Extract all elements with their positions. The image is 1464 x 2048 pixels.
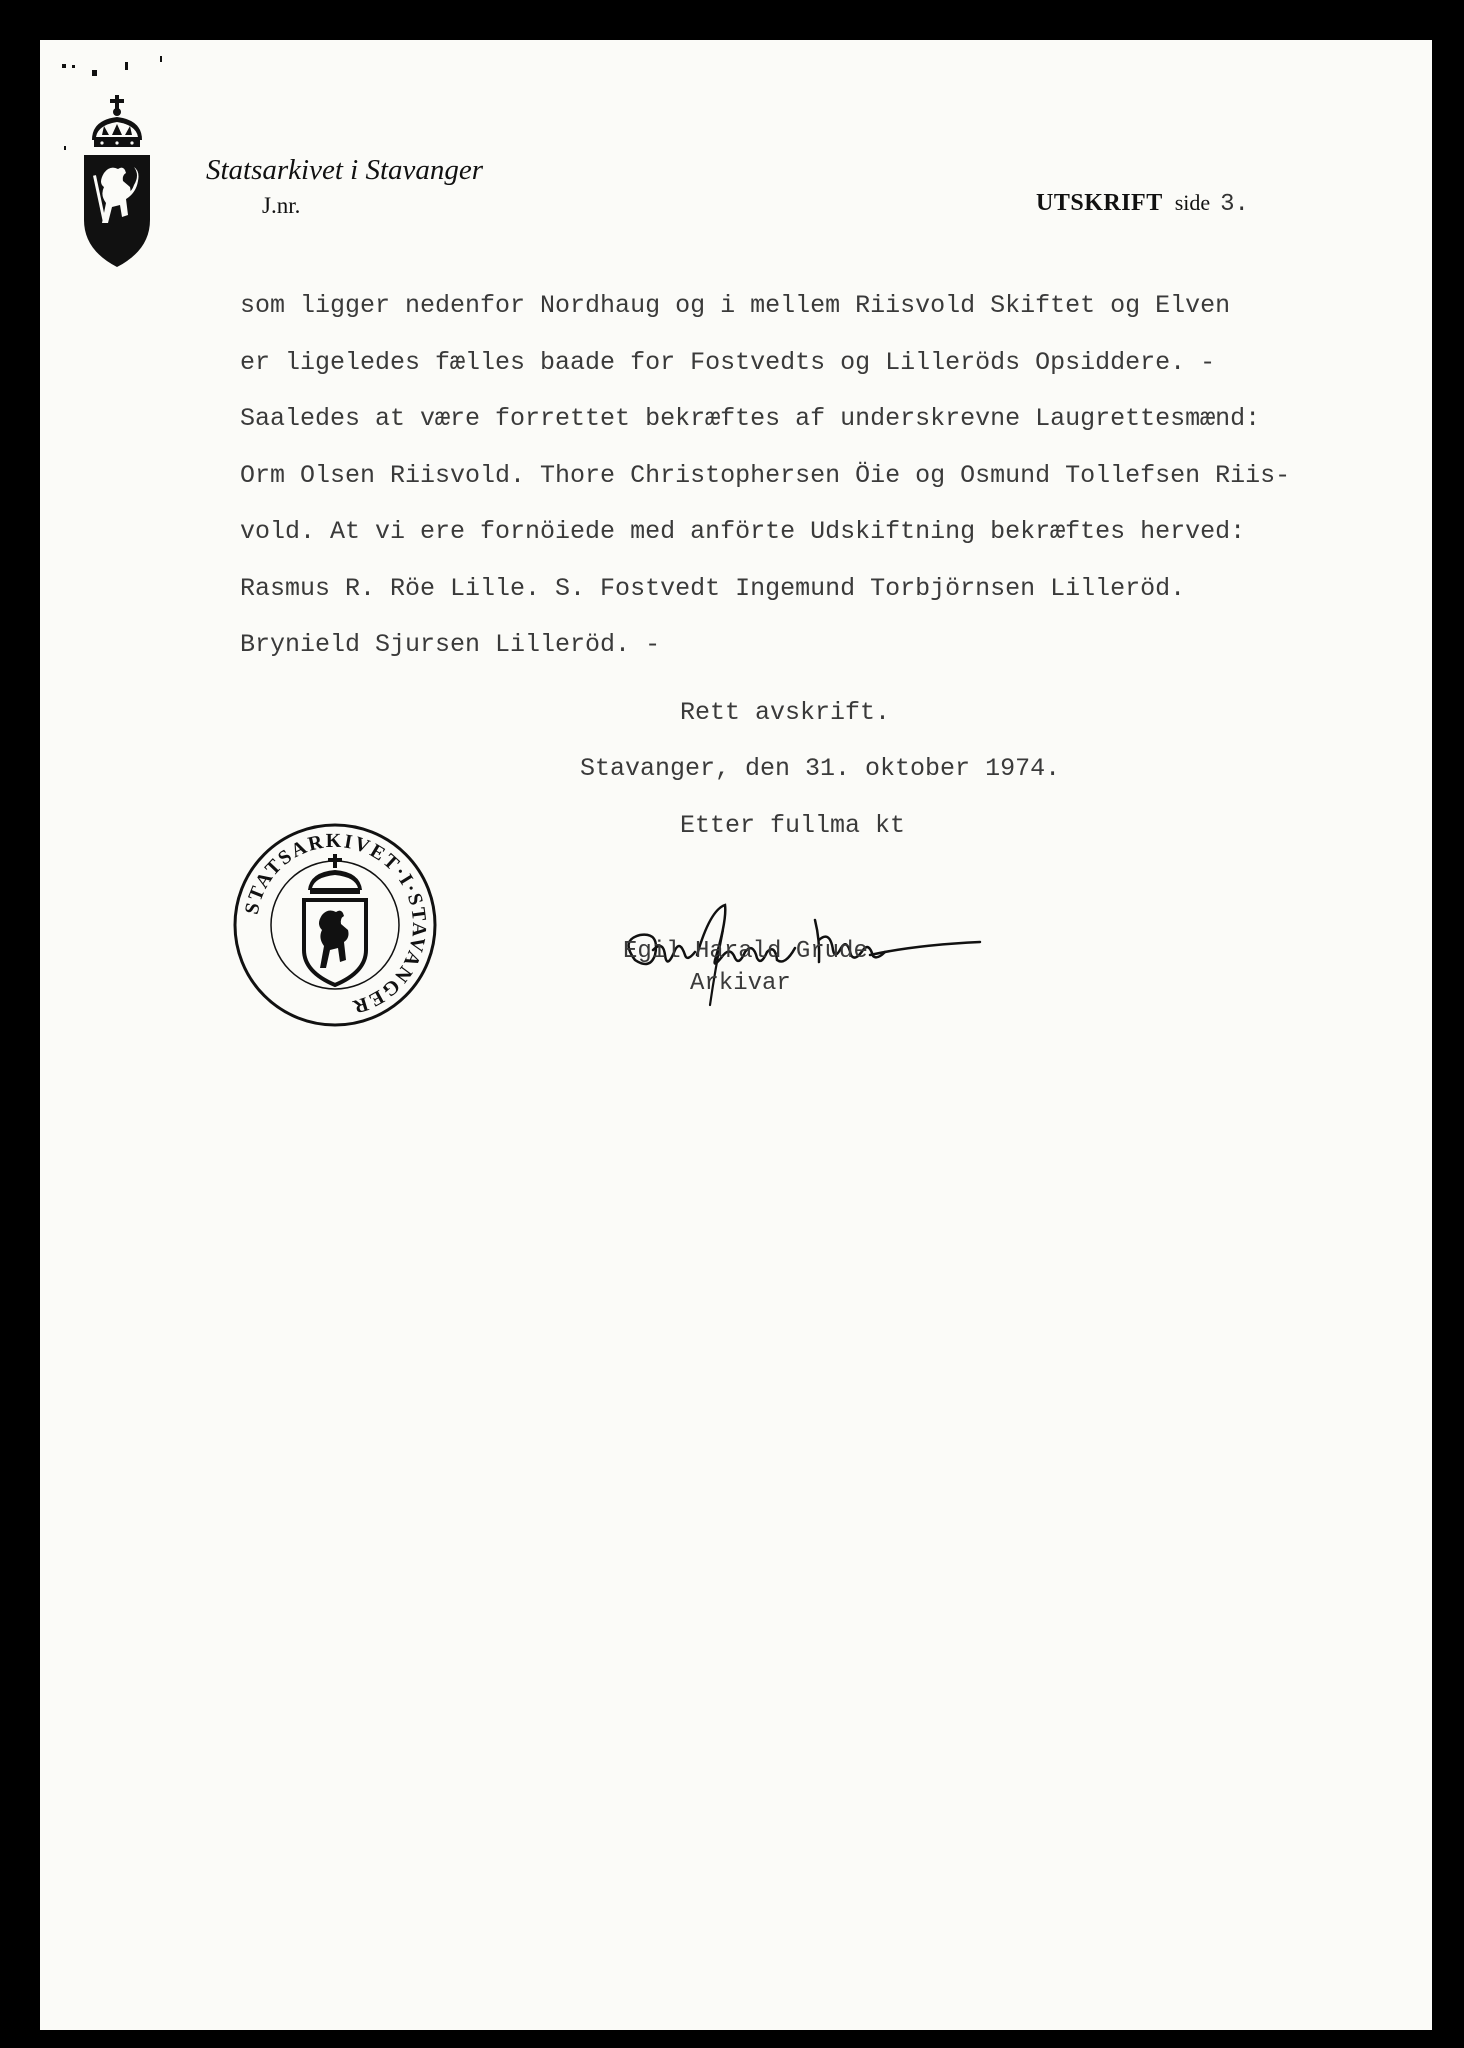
scan-speck	[64, 146, 66, 150]
body-line: Brynield Sjursen Lilleröd. -	[240, 630, 661, 659]
transcription-body	[240, 278, 1420, 674]
scan-speck	[125, 62, 128, 70]
document-type: UTSKRIFT	[1036, 190, 1163, 216]
document-page	[40, 40, 1432, 2030]
authority-line: Etter fullma kt	[680, 811, 906, 840]
body-line: er ligeledes fælles baade for Fostvedts og Lilleröds Opsiddere. -	[240, 347, 1216, 377]
signer-name: Egil Harald Grude	[623, 938, 868, 965]
signer-title: Arkivar	[690, 970, 791, 997]
journal-number-label: J.nr.	[262, 193, 301, 218]
body-line: Rasmus R. Röe Lille. S. Fostvedt Ingemund Torbjörnsen Lilleröd.	[240, 573, 1186, 603]
scan-speck	[160, 56, 162, 62]
page-number: 3.	[1220, 191, 1249, 218]
scan-speck	[62, 64, 66, 68]
scan-speck	[92, 70, 97, 76]
body-line: Saaledes at være forrettet bekræftes af underskrevne Laugrettesmænd:	[240, 404, 1261, 433]
official-seal-icon	[230, 820, 440, 1030]
coat-of-arms-icon	[82, 95, 152, 270]
certification-line: Rett avskrift.	[680, 698, 891, 727]
body-line: som ligger nedenfor Nordhaug og i mellem Riisvold Skiftet og Elven	[240, 291, 1231, 320]
page-word: side	[1174, 190, 1211, 215]
place-date-line: Stavanger, den 31. oktober 1974.	[580, 754, 1061, 783]
body-line: Orm Olsen Riisvold. Thore Christophersen Öie og Osmund Tollefsen Riis-	[240, 460, 1291, 490]
seal-text: STATSARKIVET·I·STAVANGER	[240, 829, 431, 1019]
scan-speck	[72, 65, 75, 68]
body-line: vold. At vi ere fornöiede med anförte Udskiftning bekræftes herved:	[240, 517, 1246, 546]
institution-name: Statsarkivet i Stavanger	[206, 154, 484, 186]
page-header-right	[1036, 190, 1249, 218]
